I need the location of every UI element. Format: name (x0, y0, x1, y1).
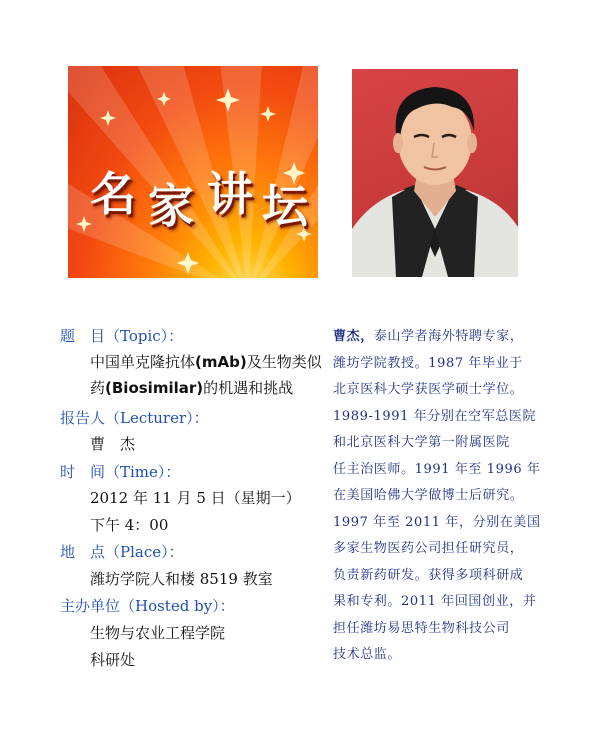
bio-line: 技术总监。 (333, 647, 402, 662)
portrait-icon (352, 69, 518, 277)
topic-text: 药 (90, 379, 106, 397)
bio-line: 任主治医师。1991 年至 1996 年 (333, 461, 541, 477)
bio-line: 潍坊学院教授。1987 年毕业于 (333, 355, 523, 371)
time-label: 时 间（Time）： (60, 463, 181, 481)
topic-text: 的机遇和挑战 (203, 379, 294, 397)
time-date: 2012 年 11 月 5 日（星期一） (90, 489, 301, 507)
bio-line: 1997 年至 2011 年，分别在美国 (333, 514, 541, 530)
banner-char: 坛 (262, 179, 308, 233)
host-line-2: 科研处 (90, 651, 136, 669)
lecturer-label: 报告人（Lecturer）： (60, 409, 209, 427)
host-label: 主办单位（Hosted by）： (60, 597, 235, 615)
bio-name: 曹杰， (333, 329, 374, 344)
bio-line: 担任潍坊易思特生物科技公司 (333, 620, 510, 636)
bio-line: 1989-1991 年分别在空军总医院 (333, 408, 537, 424)
lecturer-bio (333, 324, 549, 669)
topic-abbrev: (Biosimilar) (105, 379, 204, 397)
topic-line-2 (90, 375, 293, 401)
topic-line-1 (90, 349, 322, 375)
host-line-1: 生物与农业工程学院 (90, 624, 226, 642)
bio-line: 曹杰，泰山学者海外特聘专家， (333, 329, 524, 344)
topic-label: 题 目（Topic）： (60, 327, 184, 345)
topic-abbrev: (mAb) (195, 353, 247, 371)
bio-line: 果和专利。2011 年回国创业，并 (333, 594, 537, 609)
banner-title (68, 66, 318, 278)
topic-text: 中国单克隆抗体 (90, 353, 196, 371)
bio-line: 在美国哈佛大学做博士后研究。 (333, 488, 524, 503)
banner (68, 66, 318, 278)
topic-text: 及生物类似 (246, 353, 322, 371)
lecturer-photo (352, 69, 518, 277)
lecturer-name: 曹 杰 (90, 435, 136, 453)
place-label: 地 点（Place）： (60, 543, 184, 561)
place-value: 潍坊学院人和楼 8519 教室 (90, 570, 273, 588)
bio-line: 北京医科大学获医学硕士学位。 (333, 382, 524, 397)
banner-char: 名 (90, 167, 136, 221)
banner-char: 讲 (207, 167, 253, 221)
banner-char: 家 (148, 179, 194, 233)
time-hour: 下午 4：00 (90, 516, 169, 534)
bio-line: 和北京医科大学第一附属医院 (333, 435, 510, 450)
bio-line: 多家生物医药公司担任研究员， (333, 541, 524, 556)
bio-line: 负责新药研发。获得多项科研成 (333, 567, 524, 583)
